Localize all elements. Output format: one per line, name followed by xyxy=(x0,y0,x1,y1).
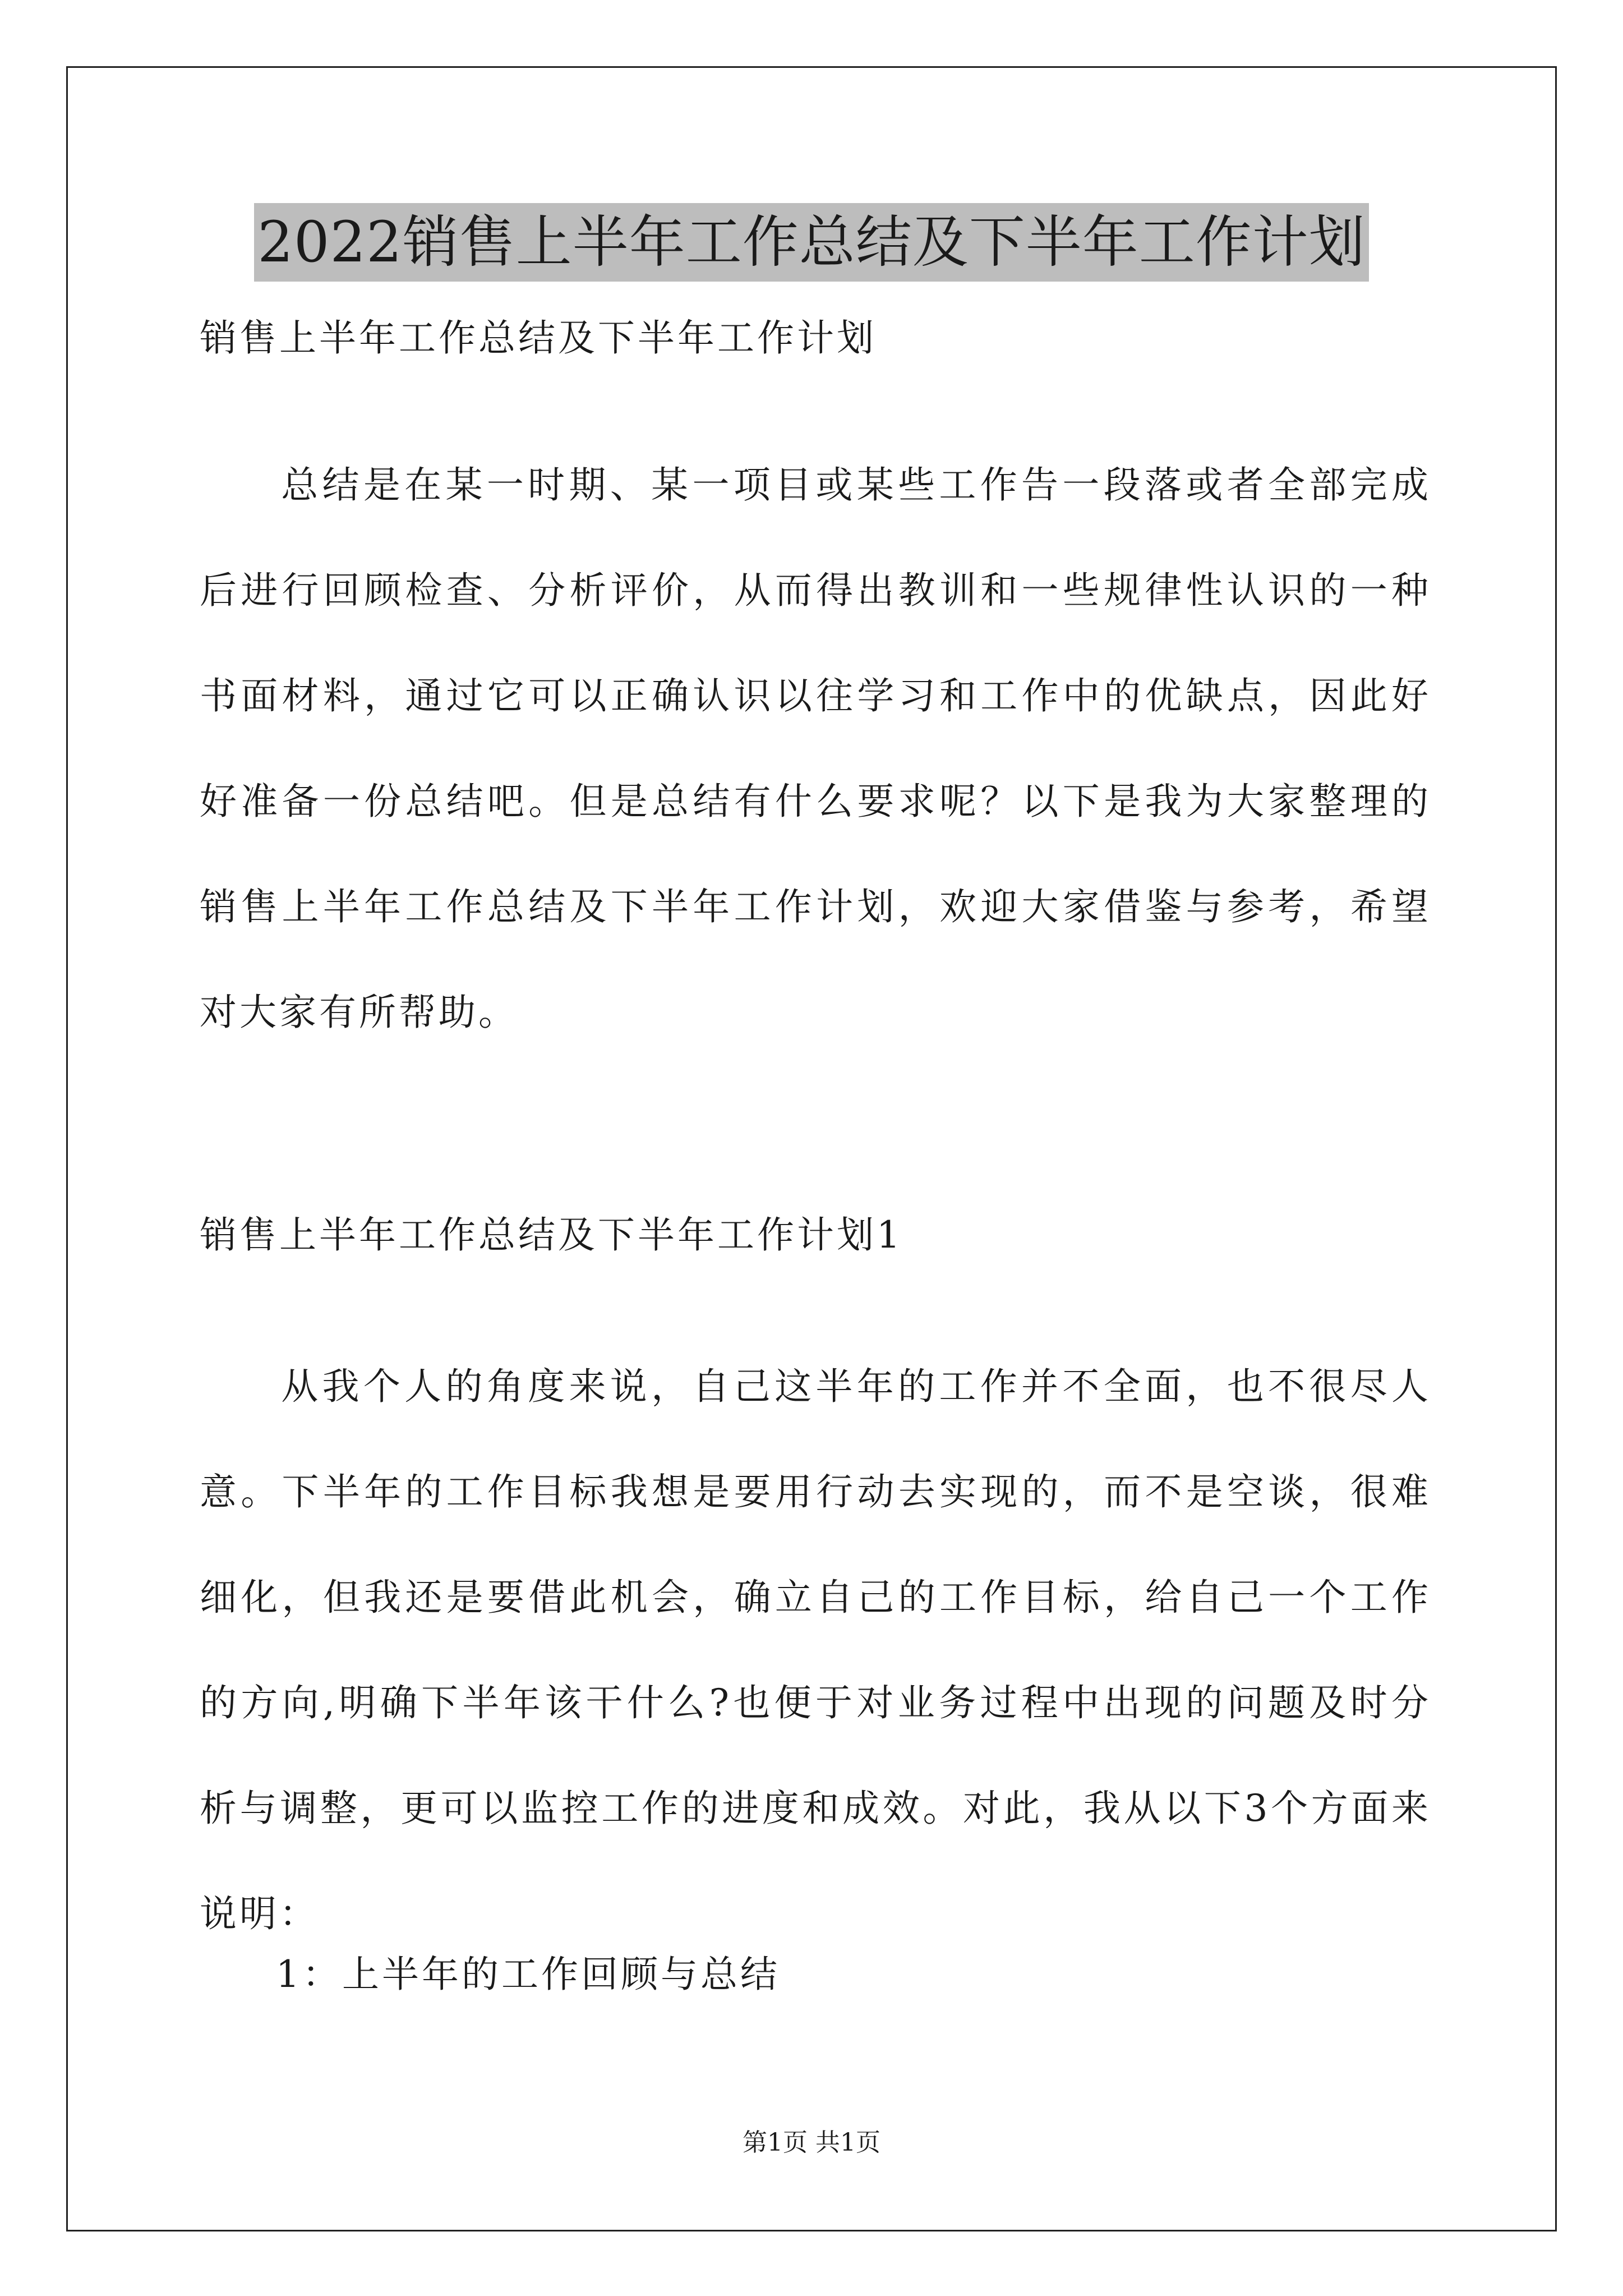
section-paragraph: 从我个人的角度来说，自己这半年的工作并不全面，也不很尽人意。下半年的工作目标我想是要用行动去实现的，而不是空谈，很难细化，但我还是要借此机会，确立自己的工作目标，给自己一个工作的方向,明确下半年该干什么?也便于对业务过程中出现的问题及时分析与调整，更可以监控工作的进度和成效。对此，我从以下3个方面来说明： xyxy=(200,1365,1431,1935)
title-container xyxy=(0,203,1623,282)
page-footer: 第1页 共1页 xyxy=(743,2128,880,2157)
document-subtitle: 销售上半年工作总结及下半年工作计划 xyxy=(200,316,877,360)
list-item-1: 1：上半年的工作回顾与总结 xyxy=(276,1953,780,1996)
intro-paragraph: 总结是在某一时期、某一项目或某些工作告一段落或者全部完成后进行回顾检查、分析评价，从而得出教训和一些规律性认识的一种书面材料，通过它可以正确认识以往学习和工作中的优缺点，因此好好准备一份总结吧。但是总结有什么要求呢？以下是我为大家整理的销售上半年工作总结及下半年工作计划，欢迎大家借鉴与参考，希望对大家有所帮助。 xyxy=(200,463,1431,1034)
document-title: 2022销售上半年工作总结及下半年工作计划 xyxy=(254,203,1369,282)
section-heading: 销售上半年工作总结及下半年工作计划1 xyxy=(200,1213,903,1257)
